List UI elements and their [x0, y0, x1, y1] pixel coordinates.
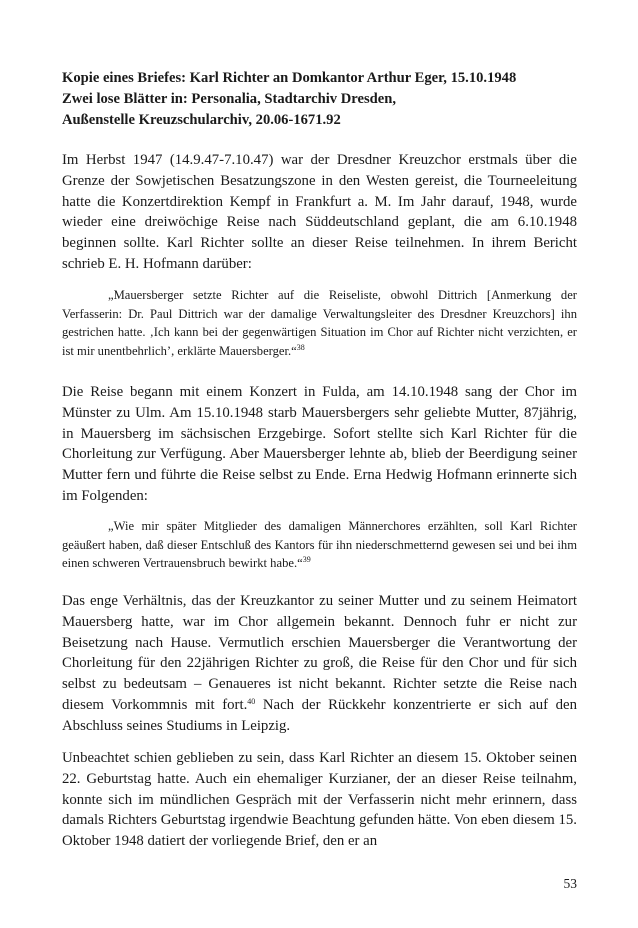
- paragraph-4: Unbeachtet schien geblieben zu sein, dass Karl Richter an diesem 15. Oktober seinen 22. Geburtstag hatte. Auch ein ehemaliger Kurzianer, der an dieser Reise teilnahm, konnte sich im mündlichen Gespräch mit der Verfasserin nicht mehr erinnern, dass damals Richters Geburtstag irgendwie Beachtung gefunden hätte. Von eben diesem 15. Oktober 1948 datiert der vorliegende Brief, den er an: [62, 750, 577, 850]
- heading-title: Kopie eines Briefes: Karl Richter an Domkantor Arthur Eger, 15.10.1948: [62, 70, 517, 86]
- footnote-ref-38[interactable]: 38: [296, 342, 305, 352]
- document-heading: [62, 68, 577, 130]
- paragraph-3: [62, 591, 577, 737]
- quote-1-text: „Mauersberger setzte Richter auf die Reiseliste, obwohl Dittrich [Anmerkung der Verfasserin: Dr. Paul Dittrich war der damalige Verwaltungsleiter des Dresdner Kreuzchors] ihn gestrichen hatte. ‚Ich kann bei der gegenwärtigen Situation im Chor auf Richter nicht verzichten, er ist mir unentbehrlich’, erklärte Mauersberger.“: [62, 288, 577, 358]
- quote-1: [62, 286, 577, 360]
- paragraph-3-text-after: Nach der Rückkehr konzentrierte er sich auf den Abschluss seines Studiums in Leipzig.: [62, 696, 577, 734]
- footnote-ref-39[interactable]: 39: [302, 555, 311, 565]
- paragraph-3-text-before: Das enge Verhältnis, das der Kreuzkantor zu seiner Mutter und zu seinem Heimatort Mauersberg hatte, war im Chor allgemein bekannt. Dennoch fuhr er nicht zur Beisetzung nach Hause. Vermutlich erschien Mauersberger die Verantwortung der Chorleitung für den 22jährigen Richter zu groß, die Reise für den Chor und für sich selbst zu bedeutsam – Genaueres ist nicht bekannt. Richter setzte die Reise nach diesem Vorkommnis mit fort.: [62, 593, 577, 713]
- paragraph-2: Die Reise begann mit einem Konzert in Fulda, am 14.10.1948 sang der Chor im Münster zu Ulm. Am 15.10.1948 starb Mauersbergers sehr geliebte Mutter, 87jährig, in Mauersberg im sächsischen Erzgebirge. Sofort stellte sich Karl Richter für die Chorleitung zur Verfügung. Aber Mauersberger lehnte ab, blieb der Beerdigung seiner Mutter fern und führte die Reise selbst zu Ende. Erna Hedwig Hofmann erinnerte sich im Folgenden:: [62, 384, 577, 504]
- quote-2: [62, 517, 577, 573]
- quote-2-text: „Wie mir später Mitglieder des damaligen Männerchores erzählten, soll Karl Richter geäußert haben, daß dieser Entschluß des Kantors für ihn niederschmetternd gewesen sei und bei ihm einen schweren Vertrauensbruch bewirkt habe.“: [62, 519, 577, 571]
- page-number: 53: [563, 876, 577, 891]
- footnote-ref-40[interactable]: 40: [247, 696, 256, 706]
- heading-archive: Außenstelle Kreuzschularchiv, 20.06-1671.92: [62, 111, 341, 128]
- paragraph-1: Im Herbst 1947 (14.9.47-7.10.47) war der Dresdner Kreuzchor erstmals über die Grenze der Sowjetischen Besatzungszone in den Westen gereist, die Tourneeleitung hatte die Konzertdirektion Kempf in Frankfurt a. M. Im Jahr darauf, 1948, wurde wieder eine dreiwöchige Reise nach Süddeutschland geplant, die am 6.10.1948 beginnen sollte. Karl Richter sollte an dieser Reise teilnehmen. In ihrem Bericht schrieb E. H. Hofmann darüber:: [62, 152, 577, 272]
- heading-source: Zwei lose Blätter in: Personalia, Stadtarchiv Dresden,: [62, 90, 397, 107]
